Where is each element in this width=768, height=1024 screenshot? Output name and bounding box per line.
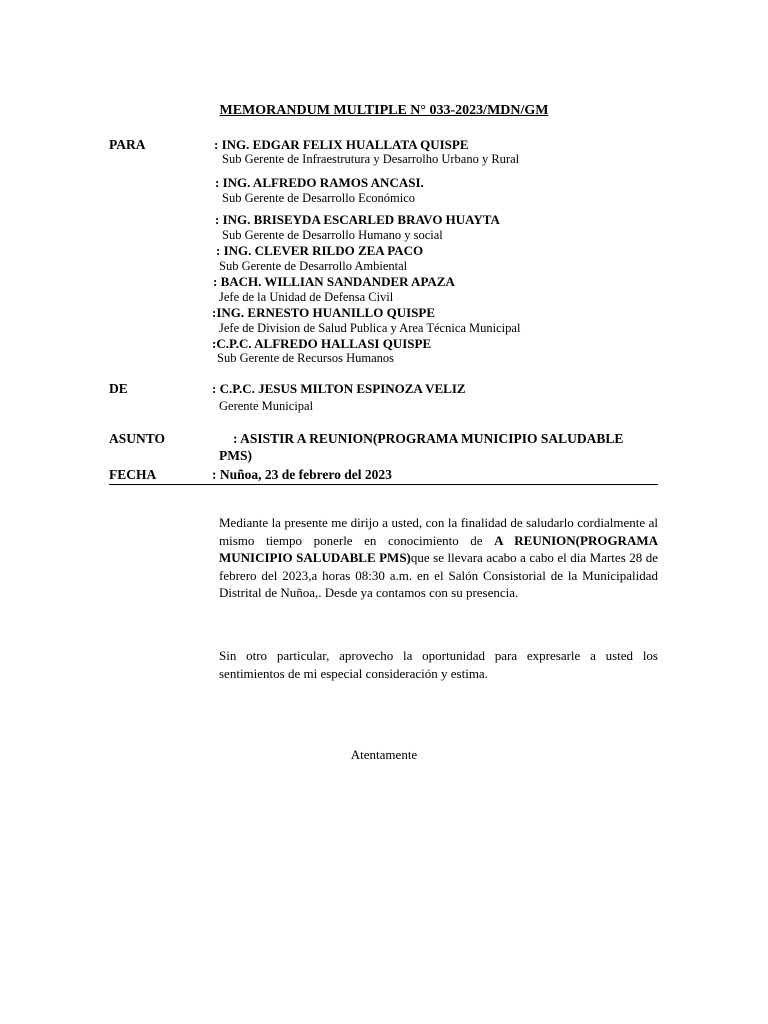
- fecha-label: FECHA: [109, 467, 157, 482]
- recipient-1-name: : ING. EDGAR FELIX HUALLATA QUISPE: [214, 137, 469, 152]
- closing-text: Atentamente: [350, 747, 418, 762]
- recipient-6-role: Jefe de Division de Salud Publica y Area Técnica Municipal: [219, 321, 521, 335]
- recipient-2-role: Sub Gerente de Desarrollo Económico: [222, 191, 415, 205]
- body-paragraph-2: Sin otro particular, aprovecho la oportunidad para expresarle a usted los sentimientos de mi especial consideración y estima.: [219, 648, 658, 681]
- date-value: : Nuñoa, 23 de febrero del 2023: [212, 467, 392, 482]
- recipient-7-role: Sub Gerente de Recursos Humanos: [217, 351, 395, 365]
- recipient-7-name: :C.P.C. ALFREDO HALLASI QUISPE: [212, 336, 432, 351]
- subject-line-1: : ASISTIR A REUNION(PROGRAMA MUNICIPIO SALUDABLE: [233, 431, 624, 446]
- recipient-3-role: Sub Gerente de Desarrollo Humano y social: [222, 228, 443, 242]
- recipient-4-name: : ING. CLEVER RILDO ZEA PACO: [216, 243, 424, 258]
- sender-role: Gerente Municipal: [219, 399, 314, 413]
- recipient-6-name: :ING. ERNESTO HUANILLO QUISPE: [212, 305, 435, 320]
- recipient-3-name: : ING. BRISEYDA ESCARLED BRAVO HUAYTA: [215, 212, 500, 227]
- recipient-4-role: Sub Gerente de Desarrollo Ambiental: [219, 259, 408, 273]
- recipient-5-name: : BACH. WILLIAN SANDANDER APAZA: [213, 274, 455, 289]
- recipient-5-role: Jefe de la Unidad de Defensa Civil: [219, 290, 394, 304]
- recipient-1-role: Sub Gerente de Infraestrutura y Desarrolho Urbano y Rural: [222, 152, 520, 166]
- para-label: PARA: [109, 137, 146, 152]
- body-paragraph-1: Mediante la presente me dirijo a usted, con la finalidad de saludarlo cordialmente al mismo tiempo ponerle en conocimiento de A REUNION(PROGRAMA MUNICIPIO SALUDABLE PMS)que se llevara acabo a cabo el dia Martes 28 de febrero del 2023,a horas 08:30 a.m. en el Salón Consistorial de la Municipalidad Distrital de Nuñoa,. Desde ya contamos con su presencia.: [219, 515, 659, 600]
- subject-line-2: PMS): [219, 448, 252, 463]
- sender-name: : C.P.C. JESUS MILTON ESPINOZA VELIZ: [212, 381, 466, 396]
- asunto-label: ASUNTO: [109, 431, 166, 446]
- header-divider: [109, 484, 658, 485]
- recipient-2-name: : ING. ALFREDO RAMOS ANCASI.: [215, 175, 424, 190]
- de-label: DE: [109, 381, 128, 396]
- memo-title: MEMORANDUM MULTIPLE N° 033-2023/MDN/GM: [219, 103, 549, 118]
